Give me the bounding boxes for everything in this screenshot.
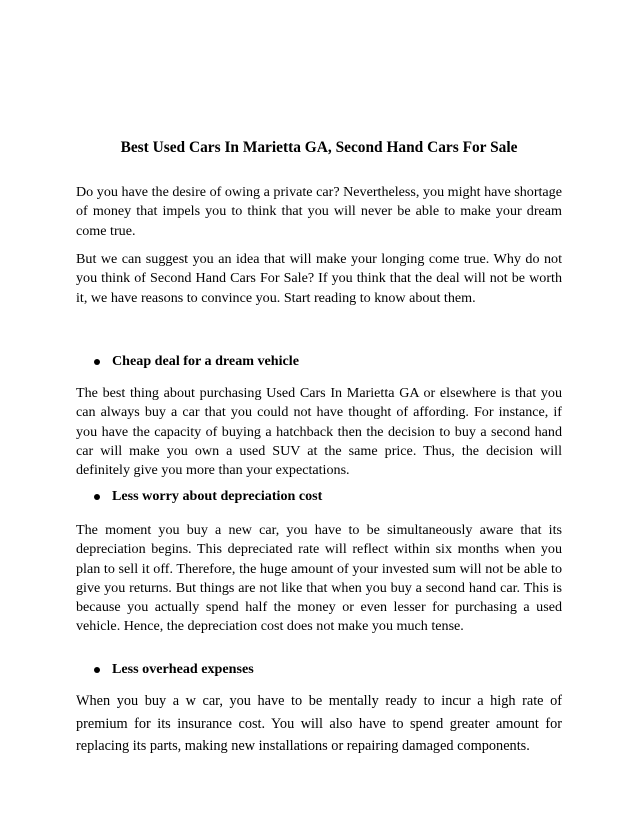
section-1-body: The best thing about purchasing Used Cars In Marietta GA or elsewhere is that you can always buy a car that you could not have thought of affording. For instance, if you have the capacity of buying a hatchback then the decision to buy a second hand car will make you own a used SUV at the same price. Thus, the decision will definitely give you more than your expectations. [76, 385, 562, 479]
intro-paragraph-2: But we can suggest you an idea that will make your longing come true. Why do not you think of Second Hand Cars For Sale? If you think that the deal will not be worth it, we have reasons to convince you. Start reading to know about them. [76, 251, 562, 306]
document-title: Best Used Cars In Marietta GA, Second Hand Cars For Sale [120, 139, 518, 156]
intro-paragraph-1: Do you have the desire of owing a private car? Nevertheless, you might have shortage of money that impels you to think that you will never be able to make your dream come true. [76, 184, 562, 239]
section-2-body: The moment you buy a new car, you have to be simultaneously aware that its depreciation begins. This depreciated rate will reflect within six months when you plan to sell it off. Therefore, the huge amount of your invested sum will not be able to give you returns. But things are not like that when you buy a second hand car. This is because you actually spend half the money or even lesser for purchasing a used vehicle. Hence, the depreciation cost does not make you much tense. [76, 522, 562, 635]
bullet-icon [94, 667, 100, 673]
bullet-icon [94, 494, 100, 500]
section-3-body: When you buy a w car, you have to be mentally ready to incur a high rate of premium for its insurance cost. You will also have to spend greater amount for replacing its parts, making new installations or repairing damaged components. [76, 693, 562, 754]
section-3-heading [94, 660, 254, 679]
section-2-heading [94, 487, 322, 506]
section-1-heading-text: Cheap deal for a dream vehicle [112, 353, 299, 369]
bullet-icon [94, 359, 100, 365]
section-2-heading-text: Less worry about depreciation cost [112, 488, 323, 504]
section-1-heading [94, 352, 299, 371]
section-3-heading-text: Less overhead expenses [112, 661, 254, 677]
